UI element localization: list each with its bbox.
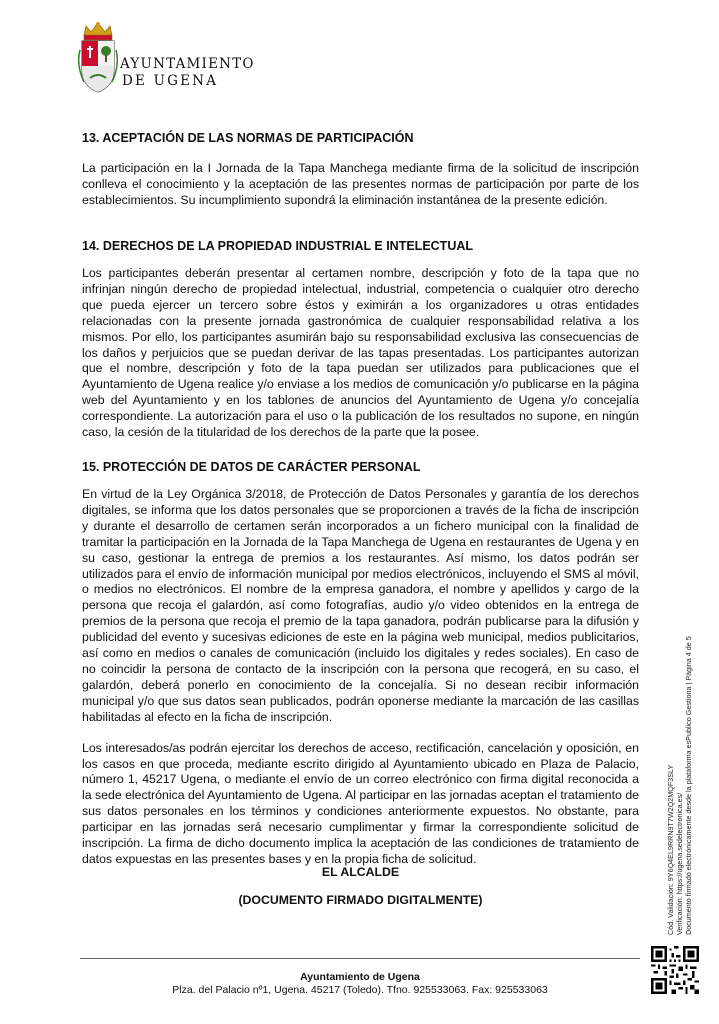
section-title: 13. ACEPTACIÓN DE LAS NORMAS DE PARTICIPACIÓN [82, 131, 414, 145]
footer-name: Ayuntamiento de Ugena [300, 971, 420, 983]
section-paragraph: La participación en la I Jornada de la Tapa Manchega mediante firma de la solicitud de inscripción conlleva el conocimiento y la aceptación de las presentes normas de participación por parte de los establecimientos. Su incumplimiento supondrá la eliminación instantánea de la presente edición. [82, 161, 639, 207]
footer [80, 971, 640, 997]
section-title: 14. DERECHOS DE LA PROPIEDAD INDUSTRIAL E INTELECTUAL [82, 239, 474, 253]
qr-code-icon[interactable] [651, 946, 699, 994]
footer-divider [80, 958, 640, 959]
footer-address: Plza. del Palacio nº1, Ugena. 45217 (Toledo). Tfno. 925533063. Fax: 925533063 [172, 984, 548, 996]
validation-code: Cód. Validación: 9Y6Q4EL9RRN9T7W2Q2MQF3SLY [666, 764, 675, 935]
logo-line-2: DE UGENA [122, 73, 219, 89]
logo-line-1: AYUNTAMIENTO [120, 56, 255, 72]
signature-role: EL ALCALDE [321, 865, 400, 879]
signature-platform-note: Documento firmado electrónicamente desde la plataforma esPublico Gestiona | Página 4 de 5 [684, 636, 693, 935]
signature-note: (DOCUMENTO FIRMADO DIGITALMENTE) [238, 893, 483, 907]
section-paragraph: Los participantes deberán presentar al certamen nombre, descripción y foto de la tapa que no infrinjan ningún derecho de propiedad intelectual, industrial, competencia o cualquier otro derecho que pueda ejercer un tercero sobre éstos y eximirán a los organizadores u otras entidades relacionadas con la presente jornada gastronómica de cualquier responsabilidad relativa a los mismos. Por ello, los participantes asumirán bajo su responsabilidad exclusiva las consecuencias de los daños y perjuicios que se puedan derivar de las tapas presentadas. Los participantes autorizan que el nombre, descripción y foto de la tapa puedan ser utilizados para publicaciones que el Ayuntamiento de Ugena realice y/o enviase a los medios de comunicación y/o publicarse en la página web del Ayuntamiento y en los tablones de anuncios del Ayuntamiento de Ugena y/o concejalía correspondiente. La autorización para el uso o la publicación de los resultados no supone, en ningún caso, la cesión de la titularidad de los derechos de la parte que la posee. [82, 266, 639, 440]
section-paragraph: Los interesados/as podrán ejercitar los derechos de acceso, rectificación, cancelación y oposición, en los casos en que proceda, mediante escrito dirigido al Ayuntamiento ubicado en Plaza de Palacio, número 1, 45217 Ugena, o mediante el envío de un correo electrónico con firma digital reconocida a la sede electrónica del Ayuntamiento de Ugena. Al participar en las jornadas aceptan el tratamiento de sus datos personales en los términos y condiciones anteriormente expuestos. No obstante, para participar en las jornadas será necesario cumplimentar y firmar la correspondiente solicitud de inscripción. La firma de dicho documento implica la aceptación de las condiciones de tratamiento de datos expuestas en las presentes bases y en la propia ficha de solicitud. [82, 740, 639, 866]
section-paragraph: En virtud de la Ley Orgánica 3/2018, de Protección de Datos Personales y garantía de los derechos digitales, se informa que los datos personales que se proporcionen a través de la ficha de inscripción y durante el desarrollo de certamen serán incorporados a un fichero municipal con la finalidad de tramitar la participación en la Jornada de la Tapa Manchega de Ugena en restaurantes de Ugena y en su caso, gestionar la entrega de premios a los restaurantes. Así mismo, los datos podrán ser utilizados para el envío de información municipal por medios electrónicos, incluyendo el SMS al móvil, o medios no electrónicos. El nombre de la empresa ganadora, el nombre y apellidos y cargo de la persona que recoja el galardón, así como fotografías, audio y/o video obtenidos en la entrega de premios de la persona que recoja el premio de la tapa ganadora, podrán publicarse para la difusión y publicidad del evento y sucesivas ediciones de este en la página web municipal, medios publicitarios, así como en medios o canales de comunicación (incluido los digitales y redes sociales). En caso de no coincidir la persona de contacto de la inscripción con la persona que recogerá, en su caso, el galardón, deberá ponerlo en conocimiento de la concejalía. Si no desean recibir información municipal y/o que sus datos sean publicados, podrán oponerse mediante la marcación de las casillas habilitadas al efecto en la ficha de inscripción. [82, 487, 639, 724]
section-14 [82, 238, 639, 441]
section-title: 15. PROTECCIÓN DE DATOS DE CARÁCTER PERSONAL [82, 460, 421, 474]
verification-url[interactable]: Verificación: https://ugena.sedelectronica.es/ [675, 792, 684, 935]
ayuntamiento-logo [78, 20, 268, 98]
logo-wordmark [120, 56, 255, 90]
coat-of-arms-icon [78, 20, 118, 98]
validation-stamp [666, 615, 693, 935]
section-15 [82, 459, 639, 868]
section-13 [82, 130, 639, 209]
